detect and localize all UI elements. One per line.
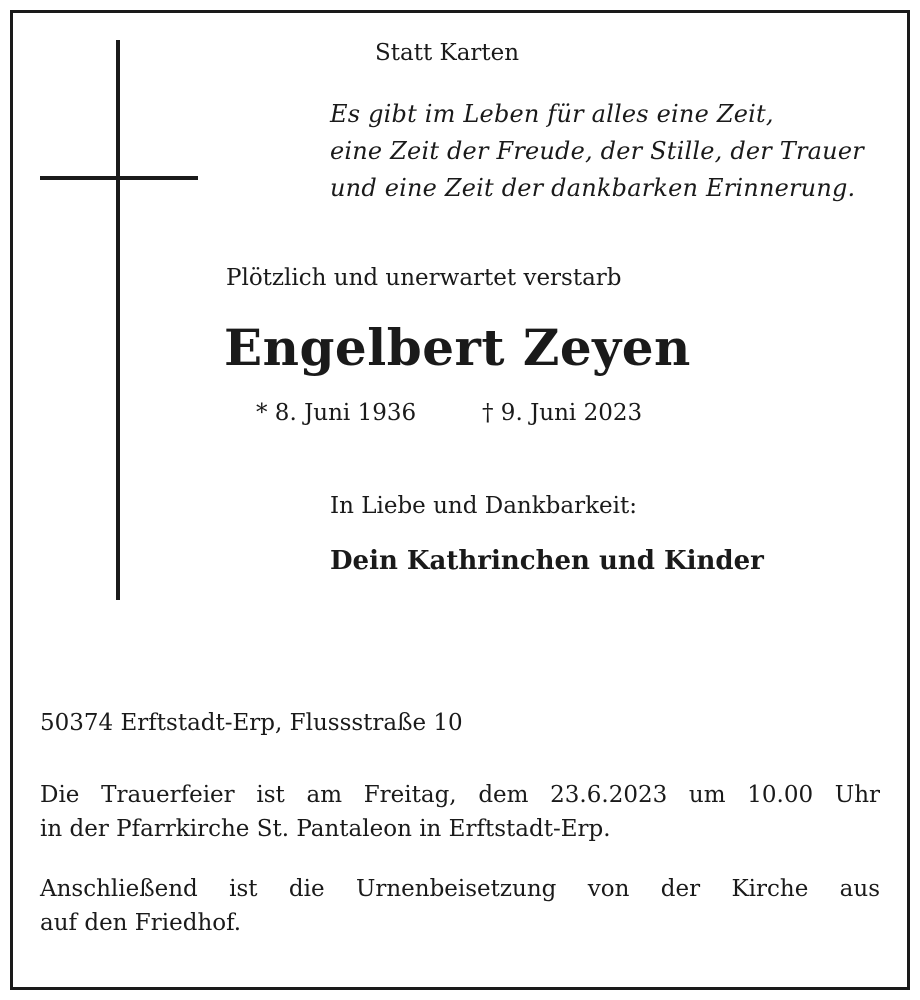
death-date: † 9. Juni 2023 xyxy=(482,400,643,426)
deceased-name: Engelbert Zeyen xyxy=(224,318,691,377)
header-text: Statt Karten xyxy=(375,40,520,66)
burial-line: Anschließend ist die Urnenbeisetzung von der Kirche aus xyxy=(40,876,880,902)
family-signature: Dein Kathrinchen und Kinder xyxy=(330,546,764,576)
burial-paragraph xyxy=(40,872,880,940)
intro-text: Plötzlich und unerwartet verstarb xyxy=(226,265,622,291)
cross-vertical-bar xyxy=(116,40,120,600)
service-line: in der Pfarrkirche St. Pantaleon in Erftstadt-Erp. xyxy=(40,816,611,842)
quote-line: eine Zeit der Freude, der Stille, der Trauer xyxy=(330,137,864,165)
quote-line: und eine Zeit der dankbarken Erinnerung. xyxy=(330,174,856,202)
quote-line: Es gibt im Leben für alles eine Zeit, xyxy=(330,100,774,128)
birth-date: * 8. Juni 1936 xyxy=(256,400,417,426)
service-paragraph xyxy=(40,778,880,846)
cross-horizontal-bar xyxy=(40,176,198,180)
burial-line: auf den Friedhof. xyxy=(40,910,242,936)
closing-text: In Liebe und Dankbarkeit: xyxy=(330,493,637,519)
service-line: Die Trauerfeier ist am Freitag, dem 23.6.2023 um 10.00 Uhr xyxy=(40,782,880,808)
quote-block xyxy=(330,96,864,207)
address-text: 50374 Erftstadt-Erp, Flussstraße 10 xyxy=(40,710,463,736)
